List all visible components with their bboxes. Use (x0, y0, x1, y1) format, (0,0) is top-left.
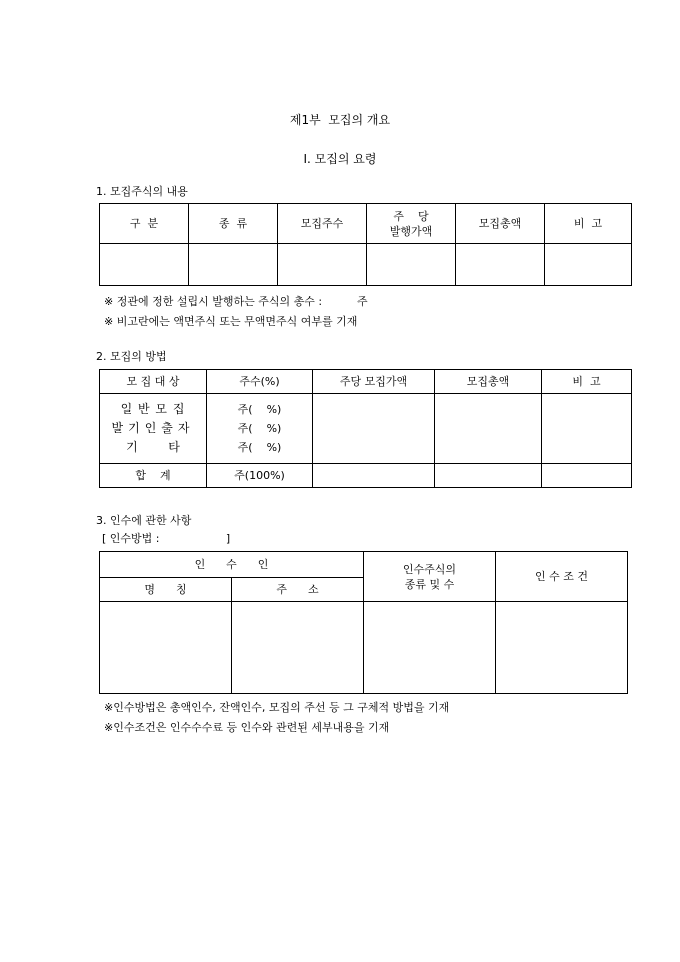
share-other: 주( %) (237, 441, 282, 454)
cell-empty (313, 464, 435, 488)
offering-method-table (99, 369, 632, 488)
cell-empty (542, 394, 632, 464)
section1-heading: 1. 모집주식의 내용 (96, 185, 188, 198)
header-share-ratio: 주수(%) (207, 370, 313, 394)
header-issue-price-line2: 발행가액 (389, 224, 433, 238)
section1-note-remarks: ※ 비고란에는 액면주식 또는 무액면주식 여부를 기재 (104, 315, 358, 328)
target-other: 기 타 (126, 440, 180, 454)
cell-empty (278, 244, 367, 286)
header-price-per-share: 주당 모집가액 (313, 370, 435, 394)
cell-empty (456, 244, 545, 286)
header-name: 명 칭 (100, 578, 232, 602)
part-title: 제1부 모집의 개요 (289, 113, 391, 127)
header-issue-price (367, 204, 456, 244)
total-label: 합 계 (100, 464, 207, 488)
header-share-kind (364, 552, 496, 602)
underwriting-method-line: [ 인수방법 : ] (102, 532, 231, 545)
cell-empty (364, 602, 496, 694)
header-offering-target: 모 집 대 상 (100, 370, 207, 394)
share-list (207, 394, 313, 464)
cell-empty (100, 602, 232, 694)
header-share-count: 모집주수 (278, 204, 367, 244)
header-total-amount: 모집총액 (435, 370, 542, 394)
header-share-kind-line1: 인수주식의 (402, 562, 457, 576)
target-promoter: 발기인출자 (111, 421, 195, 435)
header-conditions: 인 수 조 건 (496, 552, 628, 602)
cell-empty (232, 602, 364, 694)
section2-heading: 2. 모집의 방법 (96, 350, 167, 363)
total-shares: 주(100%) (207, 464, 313, 488)
header-underwriter: 인 수 인 (100, 552, 364, 578)
cell-empty (435, 464, 542, 488)
section3-note-conditions: ※인수조건은 인수수수료 등 인수와 관련된 세부내용을 기재 (104, 721, 390, 734)
cell-empty (496, 602, 628, 694)
header-remarks: 비 고 (545, 204, 632, 244)
cell-empty (545, 244, 632, 286)
cell-empty (189, 244, 278, 286)
header-remarks: 비 고 (542, 370, 632, 394)
section3-heading: 3. 인수에 관한 사항 (96, 514, 192, 527)
target-list (100, 394, 207, 464)
offering-shares-table (99, 203, 632, 286)
header-type: 종 류 (189, 204, 278, 244)
header-total-amount: 모집총액 (456, 204, 545, 244)
cell-empty (367, 244, 456, 286)
section1-note-total-shares: ※ 정관에 정한 설립시 발행하는 주식의 총수 : 주 (104, 295, 368, 308)
cell-empty (435, 394, 542, 464)
header-issue-price-line1: 주 당 (393, 209, 429, 223)
underwriting-table (99, 551, 628, 694)
cell-empty (313, 394, 435, 464)
header-address: 주 소 (232, 578, 364, 602)
share-public: 주( %) (237, 403, 282, 416)
section3-note-method: ※인수방법은 총액인수, 잔액인수, 모집의 주선 등 그 구체적 방법을 기재 (104, 701, 450, 714)
chapter-title: Ⅰ. 모집의 요령 (303, 152, 377, 166)
header-share-kind-line2: 종류 및 수 (404, 577, 455, 591)
cell-empty (100, 244, 189, 286)
header-category: 구 분 (100, 204, 189, 244)
target-public: 일 반 모 집 (120, 402, 186, 416)
cell-empty (542, 464, 632, 488)
share-promoter: 주( %) (237, 422, 282, 435)
